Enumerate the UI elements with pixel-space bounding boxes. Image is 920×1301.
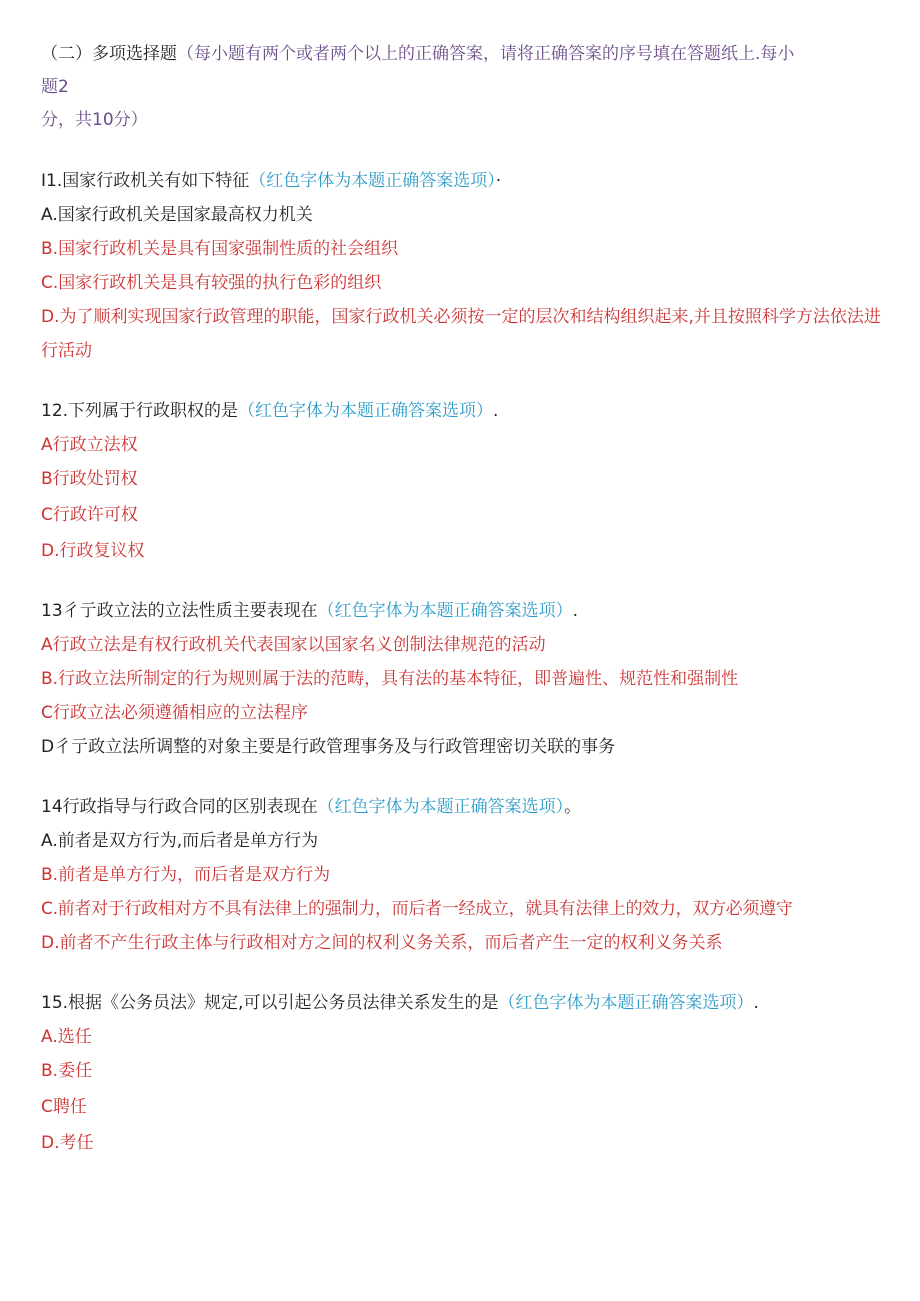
- option-c: C行政立法必须遵循相应的立法程序: [41, 703, 308, 723]
- question-stem: [41, 394, 881, 428]
- answer-hint: （红色字体为本题正确答案选项）: [317, 797, 565, 817]
- option-b: B.委任: [41, 1061, 93, 1081]
- question-tail: ·: [495, 171, 502, 191]
- option-a: A.前者是双方行为,而后者是单方行为: [41, 831, 319, 851]
- option-c: C聘任: [41, 1097, 87, 1117]
- answer-hint: （红色字体为本题正确答案选项）: [317, 601, 573, 621]
- spacer: [41, 368, 881, 394]
- question-text: 14行政指导与行政合同的区别表现在: [41, 797, 318, 817]
- option-d: D.前者不产生行政主体与行政相对方之间的权利义务关系，而后者产生一定的权利义务关系: [41, 933, 723, 953]
- option-d: D.行政复议权: [41, 541, 145, 561]
- option-c: C.前者对于行政相对方不具有法律上的强制力，而后者一经成立，就具有法律上的效力，双方必须遵守: [41, 899, 793, 919]
- option-d: D彳亍政立法所调整的对象主要是行政管理事务及与行政管理密切关联的事务: [41, 737, 616, 757]
- question-text: 13彳亍政立法的立法性质主要表现在: [41, 601, 318, 621]
- question-14: [41, 790, 881, 960]
- spacer: [41, 137, 881, 164]
- question-stem: [41, 986, 881, 1020]
- answer-hint: （红色字体为本题正确答案选项）: [238, 401, 494, 421]
- option-b: B.行政立法所制定的行为规则属于法的范畴，具有法的基本特征，即普遍性、规范性和强制性: [41, 669, 739, 689]
- section-note-line3: 分，共10分）: [41, 110, 148, 130]
- option-b: B.国家行政机关是具有国家强制性质的社会组织: [41, 239, 399, 259]
- question-text: 15.根据《公务员法》规定,可以引起公务员法律关系发生的是: [41, 993, 499, 1013]
- question-stem: [41, 594, 881, 628]
- question-tail: .: [493, 401, 499, 421]
- option-a: A.选任: [41, 1027, 92, 1047]
- question-stem: [41, 790, 881, 824]
- option-b: B.前者是单方行为，而后者是双方行为: [41, 865, 331, 885]
- question-12: [41, 394, 881, 568]
- spacer: [41, 568, 881, 594]
- answer-hint: （红色字体为本题正确答案选项）: [498, 993, 754, 1013]
- option-d: D.考任: [41, 1133, 94, 1153]
- question-tail: .: [753, 993, 759, 1013]
- question-stem: [41, 164, 881, 198]
- question-text: I1.国家行政机关有如下特征: [41, 171, 250, 191]
- question-tail: .: [572, 601, 579, 621]
- section-header: [41, 38, 881, 137]
- section-note-line2: 题2: [41, 77, 69, 97]
- question-text: 12.下列属于行政职权的是: [41, 401, 239, 421]
- option-b: B行政处罚权: [41, 469, 138, 489]
- option-a: A行政立法权: [41, 435, 138, 455]
- question-13: [41, 594, 881, 764]
- exam-page: [41, 38, 881, 1160]
- question-tail: 。: [564, 797, 582, 817]
- option-d: D.为了顺利实现国家行政管理的职能，国家行政机关必须按一定的层次和结构组织起来,并且按照科学方法依法进行活动: [41, 307, 881, 361]
- answer-hint: （红色字体为本题正确答案选项）: [249, 171, 496, 191]
- option-c: C行政许可权: [41, 505, 138, 525]
- option-a: A.国家行政机关是国家最高权力机关: [41, 205, 313, 225]
- section-note-line1: （每小题有两个或者两个以上的正确答案，请将正确答案的序号填在答题纸上.每小: [177, 44, 795, 64]
- question-11: [41, 164, 881, 368]
- option-c: C.国家行政机关是具有较强的执行色彩的组织: [41, 273, 382, 293]
- option-a: A行政立法是有权行政机关代表国家以国家名义创制法律规范的活动: [41, 635, 546, 655]
- section-title: （二）多项选择题: [41, 44, 177, 64]
- spacer: [41, 764, 881, 790]
- spacer: [41, 960, 881, 986]
- question-15: [41, 986, 881, 1160]
- section-header-line1: [41, 38, 881, 71]
